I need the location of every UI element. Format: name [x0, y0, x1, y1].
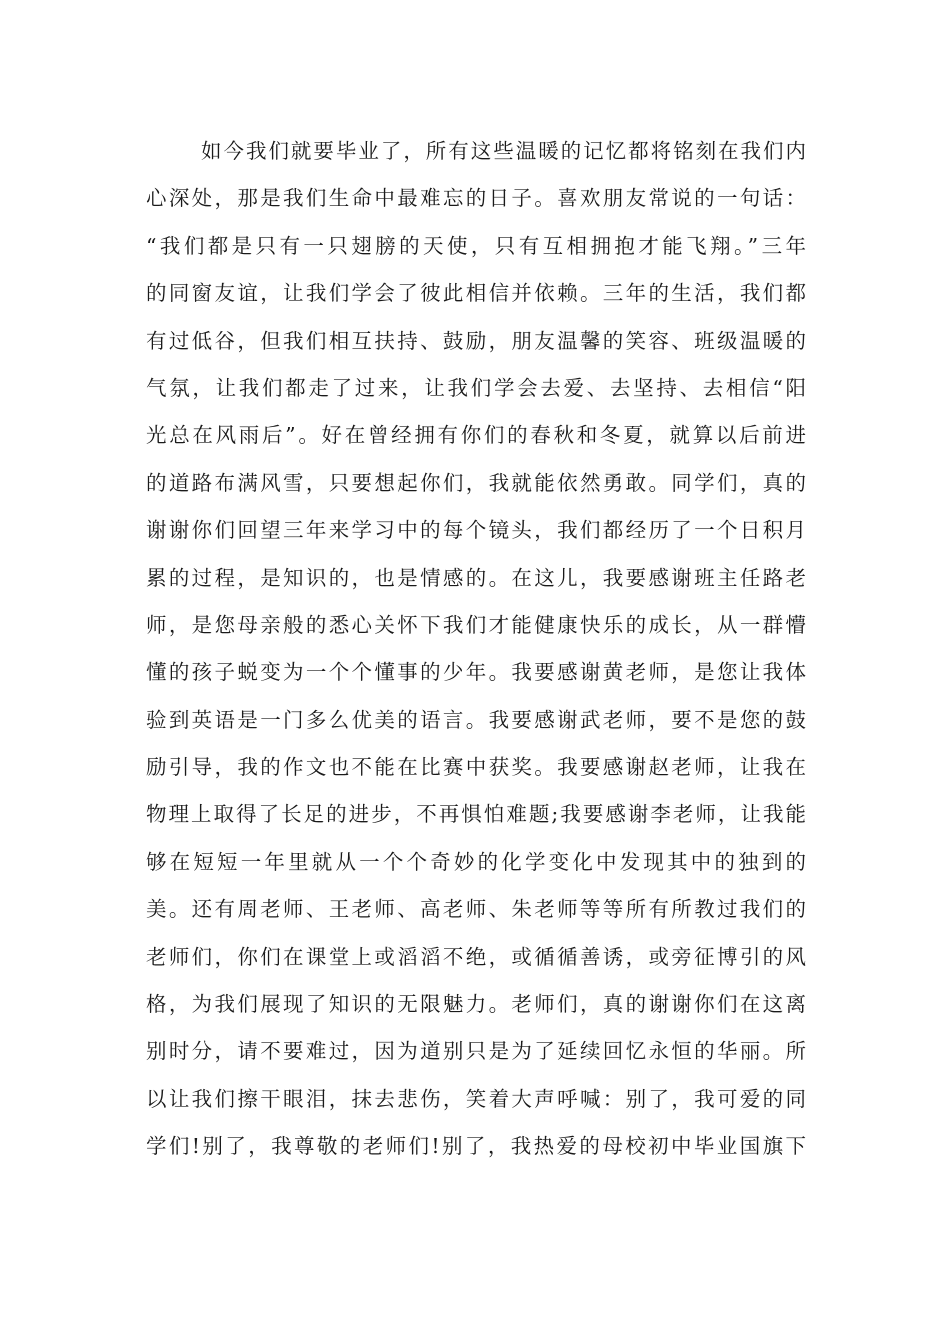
text-line: 励引导，我的作文也不能在比赛中获奖。我要感谢赵老师，让我在: [146, 755, 806, 780]
text-line: 验到英语是一门多么优美的语言。我要感谢武老师，要不是您的鼓: [146, 707, 806, 732]
text-line: 谢谢你们回望三年来学习中的每个镜头，我们都经历了一个日积月: [146, 518, 806, 543]
text-line: 心深处，那是我们生命中最难忘的日子。喜欢朋友常说的一句话：: [146, 186, 806, 211]
text-line: 懂的孩子蜕变为一个个懂事的少年。我要感谢黄老师，是您让我体: [146, 660, 806, 685]
text-line: 别时分，请不要难过，因为道别只是为了延续回忆永恒的华丽。所: [146, 1039, 806, 1064]
text-line: “我们都是只有一只翅膀的天使，只有互相拥抱才能飞翔。”三年: [146, 233, 806, 258]
text-line: 光总在风雨后”。好在曾经拥有你们的春秋和冬夏，就算以后前进: [146, 423, 806, 448]
text-line: 的同窗友谊，让我们学会了彼此相信并依赖。三年的生活，我们都: [146, 281, 806, 306]
text-line: 如今我们就要毕业了，所有这些温暖的记忆都将铭刻在我们内: [201, 139, 806, 163]
text-line: 累的过程，是知识的，也是情感的。在这儿，我要感谢班主任路老: [146, 565, 806, 590]
text-line: 有过低谷，但我们相互扶持、鼓励，朋友温馨的笑容、班级温暖的: [146, 328, 806, 353]
text-line: 学们!别了，我尊敬的老师们!别了，我热爱的母校初中毕业国旗下: [146, 1134, 806, 1159]
text-line: 格，为我们展现了知识的无限魅力。老师们，真的谢谢你们在这离: [146, 992, 806, 1017]
body-paragraph: [146, 128, 806, 1171]
text-line: 够在短短一年里就从一个个奇妙的化学变化中发现其中的独到的: [146, 849, 806, 874]
text-line: 物理上取得了长足的进步，不再惧怕难题;我要感谢李老师，让我能: [146, 802, 806, 827]
text-line: 气氛，让我们都走了过来，让我们学会去爱、去坚持、去相信“阳: [146, 375, 806, 400]
text-line: 老师们，你们在课堂上或滔滔不绝，或循循善诱，或旁征博引的风: [146, 944, 806, 969]
text-line: 以让我们擦干眼泪，抹去悲伤，笑着大声呼喊：别了，我可爱的同: [146, 1086, 806, 1111]
text-line: 美。还有周老师、王老师、高老师、朱老师等等所有所教过我们的: [146, 897, 806, 922]
text-line: 的道路布满风雪，只要想起你们，我就能依然勇敢。同学们，真的: [146, 470, 806, 495]
text-line: 师，是您母亲般的悉心关怀下我们才能健康快乐的成长，从一群懵: [146, 612, 806, 637]
